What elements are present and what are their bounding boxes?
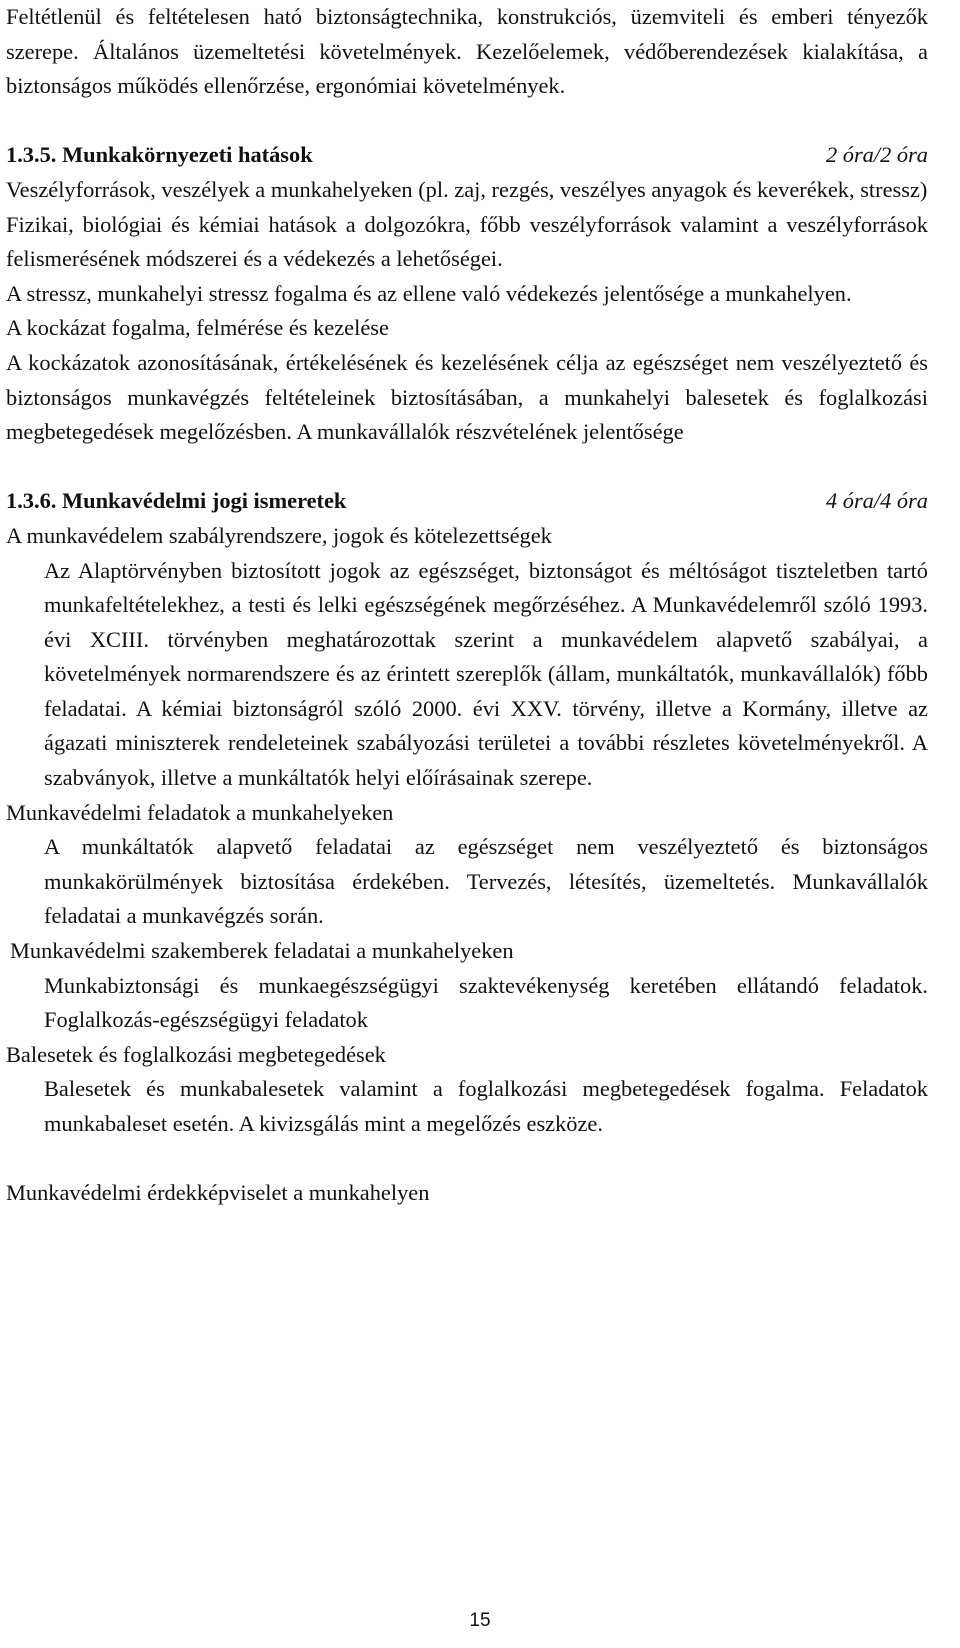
section-136-hours: 4 óra/4 óra: [825, 488, 928, 514]
section-135-hours: 2 óra/2 óra: [825, 142, 928, 168]
block-body-specialists: Munkabiztonsági és munkaegészségügyi szaktevékenység keretében ellátandó feladatok. Foglalkozás-egészségügyi feladatok: [44, 972, 928, 1033]
intro-paragraph: Feltétlenül és feltételesen ható biztonságtechnika, konstrukciós, üzemviteli és emberi tényezők szerepe. Általános üzemeltetési követelmények. Kezelőelemek, védőberendezések kialakítása, a biztonságos működés ellenőrzése, ergonómiai követelmények.: [6, 4, 928, 99]
section-135-paragraph-risk-body: A kockázatok azonosításának, értékelésének és kezelésének célja az egészséget nem veszélyeztető és biztonságos munkavégzés feltételeinek biztosításában, a munkahelyi balesetek és foglalkozási megbetegedések megelőzésben. A munkavállalók részvételének jelentősége: [6, 349, 928, 445]
spacer: [6, 104, 928, 139]
section-135-paragraph-risk-heading: A kockázat fogalma, felmérése és kezelése: [6, 315, 389, 341]
closing-heading: Munkavédelmi érdekképviselet a munkahelyen: [6, 1180, 430, 1206]
block-body-tasks: A munkáltatók alapvető feladatai az egészséget nem veszélyeztető és biztonságos munkakörülmények biztosítása érdekében. Tervezés, létesítés, üzemeltetés. Munkavállalók feladatai a munkavégzés során.: [44, 834, 928, 929]
section-136-heading: [6, 484, 928, 519]
block-body-rules: Az Alaptörvényben biztosított jogok az egészséget, biztonságot és méltóságot tiszteletben tartó munkafeltételekhez, a testi és lelki egészségének megőrzéséhez. A Munkavédelemről szóló 1993. évi XCIII. törvényben meghatározottak szerint a munkavédelem alapvető szabályai, a követelmények normarendszere és az érintett szereplők (állam, munkáltatók, munkavállalók) főbb feladatai. A kémiai biztonságról szóló 2000. évi XXV. törvény, illetve a Kormány, illetve az ágazati miniszterek rendeleteinek szabályozási területei a további részletes követelményekről. A szabványok, illetve a munkáltatók helyi előírásainak szerepe.: [44, 557, 928, 791]
block-heading-tasks: Munkavédelmi feladatok a munkahelyeken: [6, 799, 394, 825]
spacer: [6, 450, 928, 485]
spacer: [6, 1142, 928, 1177]
block-heading-specialists: Munkavédelmi szakemberek feladatai a munkahelyeken: [10, 938, 514, 964]
section-135-paragraph-stress: A stressz, munkahelyi stressz fogalma és az ellene való védekezés jelentősége a munkahelyen.: [6, 280, 852, 306]
block-heading-rules: A munkavédelem szabályrendszere, jogok és kötelezettségek: [6, 522, 552, 548]
block-heading-accidents: Balesetek és foglalkozási megbetegedések: [6, 1041, 386, 1067]
section-135-title: 1.3.5. Munkakörnyezeti hatások: [6, 142, 313, 168]
page-number: 15: [469, 1610, 491, 1631]
block-body-accidents: Balesetek és munkabalesetek valamint a foglalkozási megbetegedések fogalma. Feladatok munkabaleset esetén. A kivizsgálás mint a megelőzés eszköze.: [44, 1076, 928, 1136]
section-135-paragraph-hazards: Veszélyforrások, veszélyek a munkahelyeken (pl. zaj, rezgés, veszélyes anyagok és keverékek, stressz): [6, 176, 928, 202]
section-136-title: 1.3.6. Munkavédelmi jogi ismeretek: [6, 488, 347, 514]
document-page: [6, 0, 928, 1211]
section-135-heading: [6, 138, 928, 173]
section-135-paragraph-effects: Fizikai, biológiai és kémiai hatások a dolgozókra, főbb veszélyforrások valamint a veszélyforrások felismerésének módszerei és a védekezés a lehetőségei.: [6, 211, 928, 272]
